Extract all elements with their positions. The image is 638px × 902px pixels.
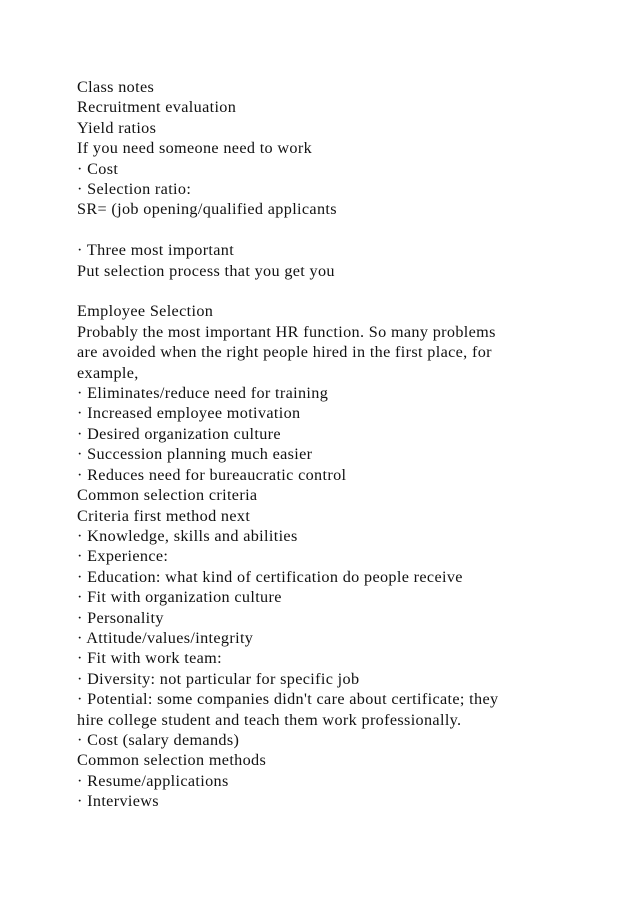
text-line: Criteria first method next [77, 506, 251, 525]
text-line: · Desired organization culture [77, 424, 281, 443]
text-line: · Three most important [77, 241, 235, 260]
text-line: · Personality [77, 608, 164, 627]
text-line: · Cost (salary demands) [77, 730, 240, 749]
text-line: SR= (job opening/qualified applicants [77, 200, 337, 219]
text-line: · Education: what kind of certification do people receive [77, 567, 463, 586]
text-line: · Diversity: not particular for specific job [77, 669, 360, 688]
text-line: · Increased employee motivation [77, 404, 301, 423]
notes-text [77, 77, 557, 812]
text-line: · Selection ratio: [77, 180, 192, 199]
text-line: Common selection criteria [77, 486, 258, 505]
text-line: · Succession planning much easier [77, 445, 313, 464]
text-line: Employee Selection [77, 302, 214, 321]
text-line: · Fit with work team: [77, 649, 222, 668]
text-line: · Eliminates/reduce need for training [77, 384, 329, 403]
text-line: · Knowledge, skills and abilities [77, 526, 298, 545]
text-line: · Fit with organization culture [77, 588, 282, 607]
text-line: · Resume/applications [77, 771, 229, 790]
text-line: are avoided when the right people hired in the first place, for [77, 343, 492, 362]
text-line: · Experience: [77, 547, 169, 566]
text-line: hire college student and teach them work professionally. [77, 710, 462, 729]
text-line [77, 220, 557, 240]
text-line: · Potential: some companies didn't care about certificate; they [77, 690, 499, 709]
text-line: If you need someone need to work [77, 139, 313, 158]
text-line: Recruitment evaluation [77, 98, 237, 117]
text-line: example, [77, 363, 139, 382]
text-line: Common selection methods [77, 751, 267, 770]
text-line: · Attitude/values/integrity [77, 628, 254, 647]
text-line: Probably the most important HR function. So many problems [77, 322, 496, 341]
text-line: · Cost [77, 159, 119, 178]
text-line: Yield ratios [77, 118, 157, 137]
text-line: Put selection process that you get you [77, 261, 335, 280]
text-line: Class notes [77, 78, 155, 96]
text-line: · Reduces need for bureaucratic control [77, 465, 347, 484]
text-line: · Interviews [77, 792, 159, 811]
text-line [77, 281, 557, 301]
